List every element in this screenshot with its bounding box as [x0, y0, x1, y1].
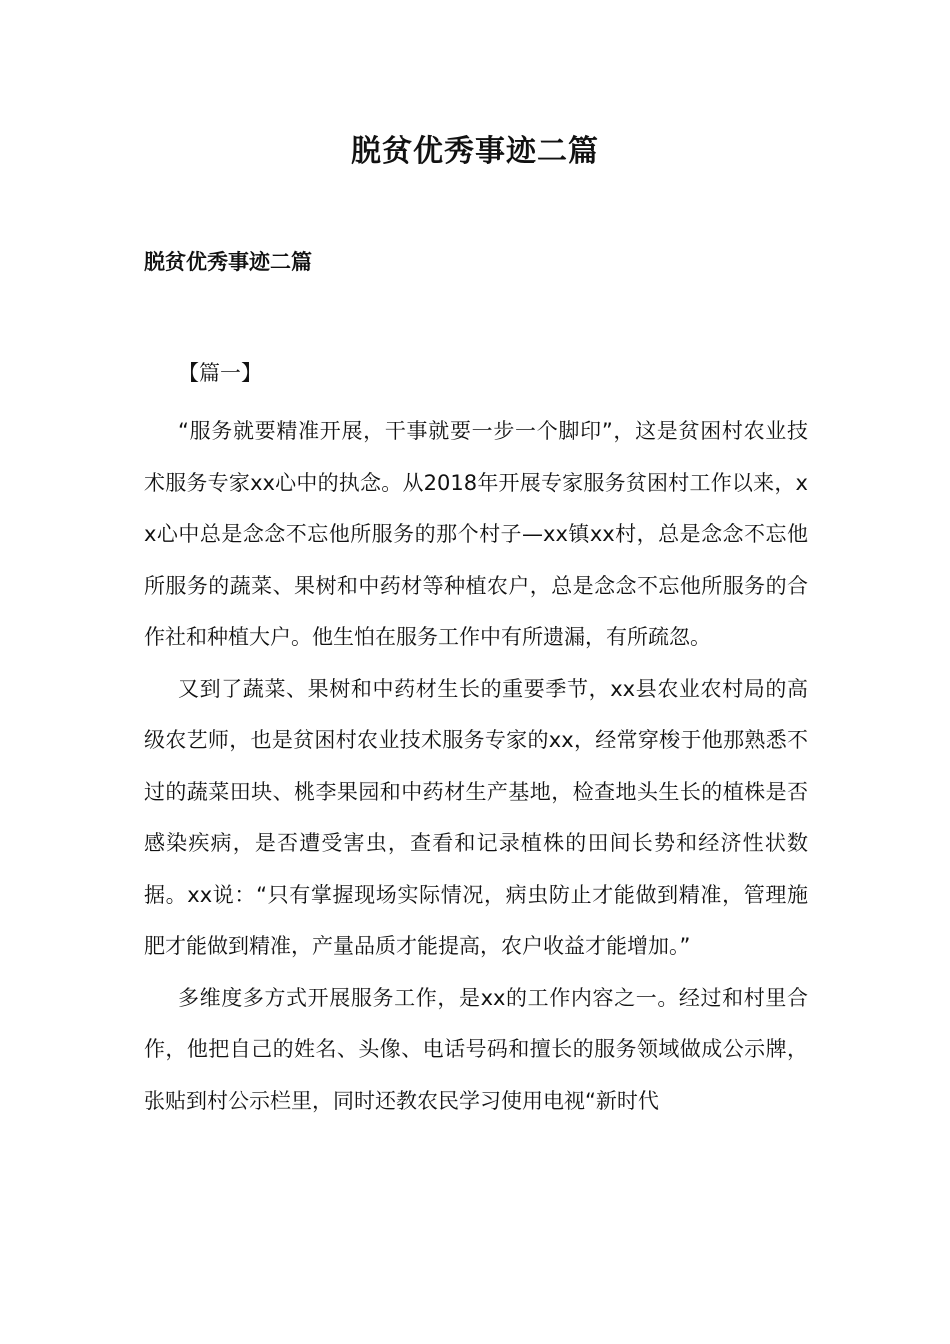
paragraph-2: 又到了蔬菜、果树和中药材生长的重要季节，xx县农业农村局的高级农艺师，也是贫困村农业技术服务专家的xx，经常穿梭于他那熟悉不过的蔬菜田块、桃李果园和中药材生产基地，检查地头生长的植株是否感染疾病，是否遭受害虫，查看和记录植株的田间长势和经济性状数据。xx说：“只有掌握现场实际情况，病虫防止才能做到精准，管理施肥才能做到精准，产量品质才能提高，农户收益才能增加。” — [144, 676, 808, 958]
paragraph-1: “服务就要精准开展，干事就要一步一个脚印”，这是贫困村农业技术服务专家xx心中的执念。从2018年开展专家服务贫困村工作以来，xx心中总是念念不忘他所服务的那个村子—xx镇xx村，总是念念不忘他所服务的蔬菜、果树和中药材等种植农户，总是念念不忘他所服务的合作社和种植大户。他生怕在服务工作中有所遗漏，有所疏忽。 — [144, 419, 808, 649]
body-text — [144, 406, 808, 1127]
paragraph-3: 多维度多方式开展服务工作，是xx的工作内容之一。经过和村里合作，他把自己的姓名、头像、电话号码和擅长的服务领域做成公示牌，张贴到村公示栏里，同时还教农民学习使用电视“新时代 — [144, 985, 808, 1113]
document-subtitle: 脱贫优秀事迹二篇 — [144, 250, 312, 274]
section-label: 【篇一】 — [178, 361, 262, 385]
document-title: 脱贫优秀事迹二篇 — [351, 134, 599, 169]
